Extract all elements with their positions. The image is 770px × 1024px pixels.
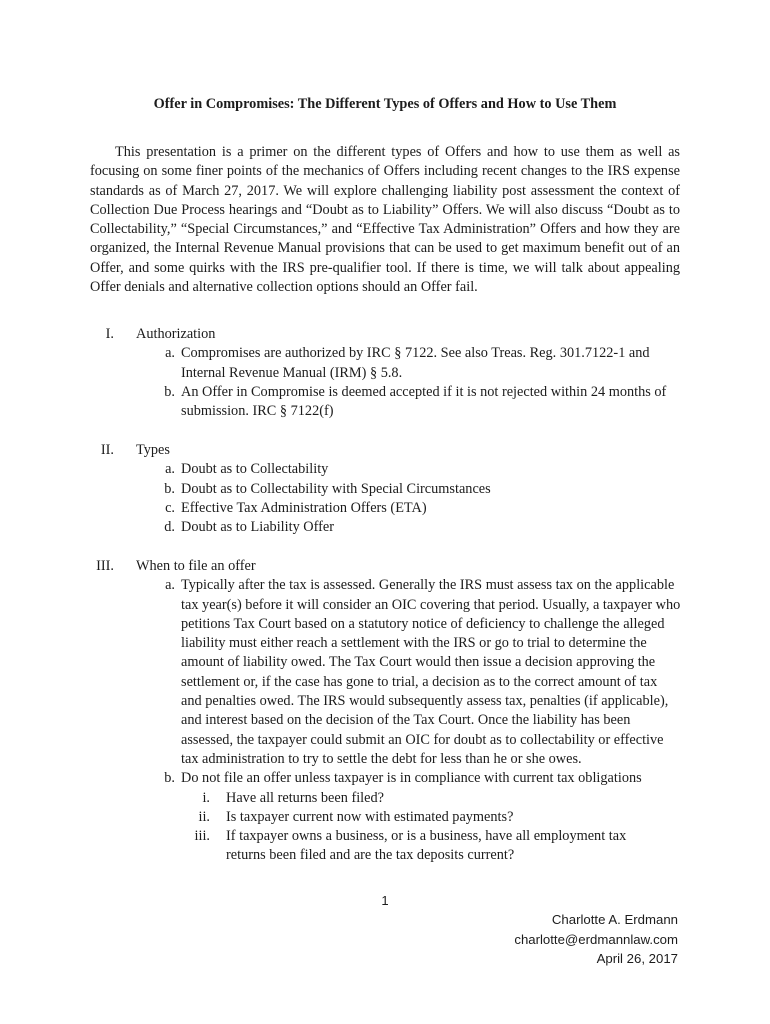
list-item-text: Compromises are authorized by IRC § 7122. See also Treas. Reg. 301.7122-1 and Internal Revenue Manual (IRM) § 5.8.	[181, 345, 650, 381]
list-item	[90, 499, 690, 518]
section-authorization	[90, 325, 690, 421]
sub-list-marker: iii.	[194, 828, 210, 845]
section-title: When to file an offer	[136, 558, 256, 574]
list-item-text: Do not file an offer unless taxpayer is in compliance with current tax obligations	[181, 770, 642, 787]
sub-list-item	[90, 827, 690, 866]
list-item	[90, 383, 690, 422]
list-item-text: Typically after the tax is assessed. Generally the IRS must assess tax on the applicable tax year(s) before it will consider an OIC covering that period. Usually, a taxpayer who petitions Tax Court based on a statutory notice of deficiency to challenge the alleged liability must either reach a settlement with the IRS or go to trial to determine the amount of liability owed. The Tax Court would then issue a decision approving the settlement or, if the case has gone to trial, a decision as to the correct amount of tax and penalties owed. The IRS would subsequently assess tax, penalties (if applicable), and interest based on the decision of the Tax Court. Once the liability has been assessed, the taxpayer could submit an OIC for doubt as to collectability or effective tax administration to try to settle the debt for less than he or she owes.	[181, 577, 681, 767]
list-marker: a.	[165, 345, 175, 362]
list-marker: c.	[165, 499, 175, 516]
page-number: 1	[381, 893, 389, 908]
footer-signature	[514, 910, 678, 969]
sub-list-item	[90, 808, 690, 827]
list-marker: b.	[164, 770, 175, 787]
list-item-text: An Offer in Compromise is deemed accepted if it is not rejected within 24 months of submission. IRC § 7122(f)	[181, 383, 667, 420]
sub-list-marker: i.	[202, 789, 210, 806]
list-marker: d.	[164, 519, 175, 536]
section-title: Authorization	[136, 326, 216, 342]
list-item	[90, 480, 690, 499]
list-item-text: Doubt as to Collectability	[181, 461, 329, 478]
document-title: Offer in Compromises: The Different Types of Offers and How to Use Them	[153, 96, 617, 112]
list-marker: b.	[164, 480, 175, 497]
sub-list-item-text: Have all returns been filed?	[226, 789, 384, 806]
section-title: Types	[136, 442, 170, 458]
section-numeral: II.	[100, 442, 114, 458]
list-item	[90, 518, 690, 537]
section-numeral: I.	[105, 326, 114, 342]
list-item	[90, 460, 690, 479]
list-marker: a.	[165, 461, 175, 478]
section-types	[90, 441, 690, 537]
author-name: Charlotte A. Erdmann	[551, 912, 678, 927]
sub-list-item-text: Is taxpayer current now with estimated payments?	[226, 808, 514, 825]
sub-list-marker: ii.	[198, 808, 210, 825]
sub-list-item	[90, 789, 690, 808]
list-item-text: Doubt as to Collectability with Special Circumstances	[181, 480, 491, 497]
section-when-to-file	[90, 557, 690, 866]
list-item	[90, 344, 690, 383]
document-date: April 26, 2017	[596, 951, 678, 966]
intro-paragraph: This presentation is a primer on the different types of Offers and how to use them as well as focusing on some finer points of the mechanics of Offers including recent changes to the IRS expense standards as of March 27, 2017. We will explore challenging liability post assessment the context of Collection Due Process hearings and “Doubt as to Liability” Offers. We will also discuss “Doubt as to Collectability,” “Special Circumstances,” and “Effective Tax Administration” Offers and how they are organized, the Internal Revenue Manual provisions that can be used to get maximum benefit out of an Offer, and some quirks with the IRS pre-qualifier tool. If there is time, we will talk about appealing Offer denials and alternative collection options should an Offer fail.	[90, 144, 680, 296]
list-item	[90, 576, 690, 769]
list-item	[90, 769, 690, 788]
sub-list-item-text: If taxpayer owns a business, or is a business, have all employment tax returns been filed and are the tax deposits current?	[226, 828, 627, 864]
list-item-text: Effective Tax Administration Offers (ETA)	[181, 499, 427, 516]
list-marker: b.	[164, 383, 175, 400]
author-email: charlotte@erdmannlaw.com	[514, 931, 678, 947]
list-marker: a.	[165, 577, 175, 594]
list-item-text: Doubt as to Liability Offer	[181, 519, 335, 536]
section-numeral: III.	[96, 558, 114, 574]
